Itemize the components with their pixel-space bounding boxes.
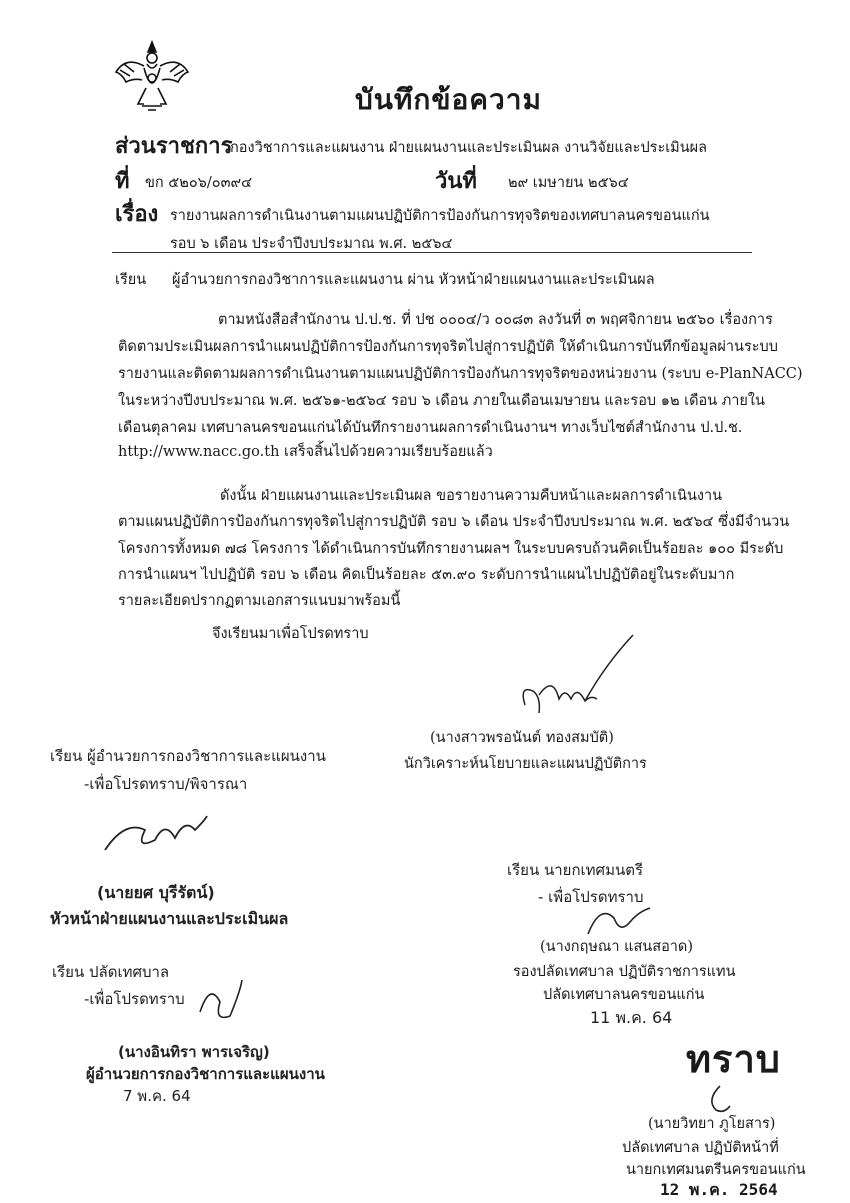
head-position: หัวหน้าฝ่ายแผนงานและประเมินผล: [50, 909, 289, 928]
mayor-signature: [700, 1080, 740, 1120]
mayor-position-2: นายกเทศมนตรีนครขอนแก่น: [626, 1162, 806, 1178]
to-value: ผู้อำนวยการกองวิชาการและแผนงาน ผ่าน หัวหน้าฝ่ายแผนงานและประเมินผล: [172, 272, 655, 288]
note1-line-1: เรียน ผู้อำนวยการกองวิชาการและแผนงาน: [50, 747, 326, 765]
subject-label: เรื่อง: [115, 201, 159, 227]
author-signature: [505, 625, 645, 725]
note2-line-2: -เพื่อโปรดทราบ: [84, 990, 185, 1008]
para1-line: ตามหนังสือสำนักงาน ป.ป.ช. ที่ ปช ๐๐๐๔/ว ๐๐๘๓ ลงวันที่ ๓ พฤศจิกายน ๒๕๖๐ เรื่องการ: [218, 312, 773, 328]
director-signature: [190, 972, 250, 1032]
subject-line-1: รายงานผลการดำเนินงานตามแผนปฏิบัติการป้องกันการทุจริตของเทศบาลนครขอนแก่น: [170, 208, 710, 224]
para2-line: ดังนั้น ฝ่ายแผนงานและประเมินผล ขอรายงานความคืบหน้าและผลการดำเนินงาน: [220, 488, 722, 504]
garuda-emblem-icon: [112, 38, 192, 114]
para1-line: รายงานและติดตามผลการดำเนินงานตามแผนปฏิบัติการป้องกันการทุจริตของหน่วยงาน (ระบบ e-PlanNACC): [118, 366, 803, 382]
deputy-date: 11 พ.ค. 64: [590, 1008, 673, 1027]
deputy-signature: [580, 898, 660, 943]
department-label: ส่วนราชการ: [115, 133, 233, 159]
head-name: (นายยศ บุรีรัตน์): [97, 883, 215, 902]
para2-line: รายละเอียดปรากฏตามเอกสารแนบมาพร้อมนี้: [118, 593, 401, 609]
deputy-name: (นางกฤษณา แสนสอาด): [540, 939, 693, 955]
director-date: 7 พ.ค. 64: [123, 1087, 191, 1105]
note1-line-2: -เพื่อโปรดทราบ/พิจารณา: [84, 775, 248, 793]
deputy-position-2: ปลัดเทศบาลนครขอนแก่น: [543, 987, 705, 1003]
para1-line: http://www.nacc.go.th เสร็จสิ้นไปด้วยความเรียบร้อยแล้ว: [118, 444, 493, 460]
para2-line: การนำแผนฯ ไปปฏิบัติ รอบ ๖ เดือน คิดเป็นร้อยละ ๕๓.๙๐ ระดับการนำแผนไปปฏิบัติอยู่ในระดับมาก: [118, 567, 735, 583]
closing-text: จึงเรียนมาเพื่อโปรดทราบ: [212, 626, 369, 642]
head-signature: [95, 800, 215, 870]
director-position: ผู้อำนวยการกองวิชาการและแผนงาน: [86, 1065, 325, 1083]
to-label: เรียน: [115, 272, 147, 288]
acknowledged-stamp: ทราบ: [686, 1037, 781, 1081]
memo-title: บันทึกข้อความ: [355, 83, 542, 116]
note2-line-1: เรียน ปลัดเทศบาล: [52, 963, 170, 981]
para1-line: ในระหว่างปีงบประมาณ พ.ศ. ๒๕๖๑-๒๕๖๔ รอบ ๖ เดือน ภายในเดือนเมษายน และรอบ ๑๒ เดือน ภายใน: [118, 393, 765, 409]
date-label: วันที่: [435, 168, 477, 194]
subject-line-2: รอบ ๖ เดือน ประจำปีงบประมาณ พ.ศ. ๒๕๖๔: [170, 236, 453, 252]
director-name: (นางอินทิรา พารเจริญ): [118, 1043, 270, 1061]
date-value: ๒๙ เมษายน ๒๕๖๔: [508, 175, 629, 191]
ref-value: ขก ๕๒๐๖/๐๓๙๔: [145, 175, 253, 191]
note3-line-2: - เพื่อโปรดทราบ: [538, 888, 644, 906]
note3-line-1: เรียน นายกเทศมนตรี: [507, 861, 644, 879]
para2-line: ตามแผนปฏิบัติการป้องกันการทุจริตไปสู่การปฏิบัติ รอบ ๖ เดือน ประจำปีงบประมาณ พ.ศ. ๒๕๖๔ ซึ่งมีจำนวน: [118, 514, 790, 530]
ref-label: ที่: [115, 168, 130, 194]
author-name: (นางสาวพรอนันต์ ทองสมบัติ): [430, 730, 614, 746]
author-position: นักวิเคราะห์นโยบายและแผนปฏิบัติการ: [404, 756, 647, 772]
mayor-date: 12 พ.ค. 2564: [660, 1180, 778, 1199]
department-value: กองวิชาการและแผนงาน ฝ่ายแผนงานและประเมินผล งานวิจัยและประเมินผล: [230, 140, 708, 156]
deputy-position-1: รองปลัดเทศบาล ปฏิบัติราชการแทน: [513, 964, 736, 980]
para1-line: ติดตามประเมินผลการนำแผนปฏิบัติการป้องกันการทุจริตไปสู่การปฏิบัติ ให้ดำเนินการบันทึกข้อมูลผ่านระบบ: [118, 339, 778, 355]
header-divider: [112, 252, 752, 253]
para1-line: เดือนตุลาคม เทศบาลนครขอนแก่นได้บันทึกรายงานผลการดำเนินงานฯ ทางเว็บไซต์สำนักงาน ป.ป.ช.: [118, 420, 743, 436]
para2-line: โครงการทั้งหมด ๗๘ โครงการ ได้ดำเนินการบันทึกรายงานผลฯ ในระบบครบถ้วนคิดเป็นร้อยละ ๑๐๐ มีระดับ: [118, 541, 784, 557]
mayor-name: (นายวิทยา ภูโยสาร): [648, 1116, 776, 1132]
mayor-position-1: ปลัดเทศบาล ปฏิบัติหน้าที่: [622, 1140, 779, 1156]
